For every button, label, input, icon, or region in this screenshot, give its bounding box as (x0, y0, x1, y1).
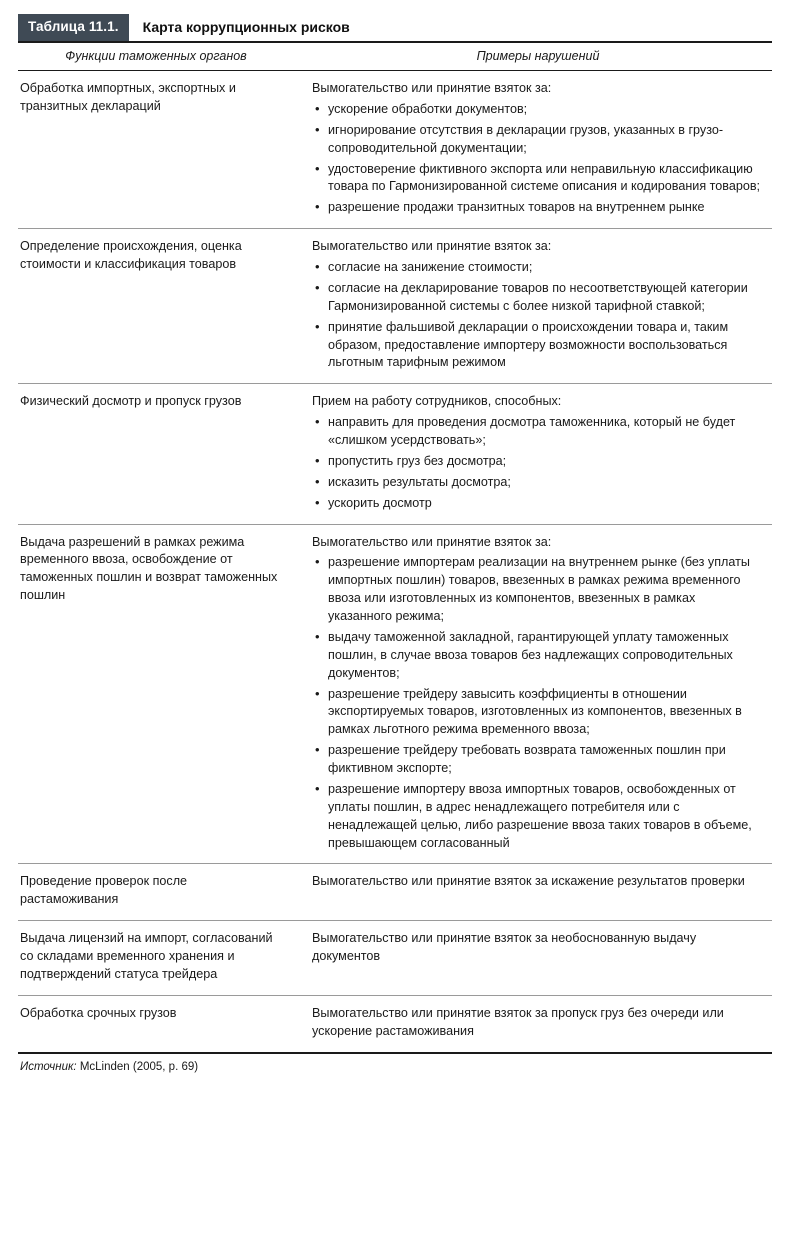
list-item: • разрешение трейдеру требовать возврата таможенных пошлин при фиктивном экспорте; (328, 742, 762, 778)
violations-list (312, 259, 762, 372)
table-row (18, 995, 772, 1052)
list-item: • ускорение обработки документов; (328, 101, 762, 119)
row-function-cell: Определение происхождения, оценка стоимости и классификация товаров (18, 229, 300, 384)
violations-lead: Прием на работу сотрудников, способных: (312, 394, 562, 409)
row-function-cell: Выдача разрешений в рамках режима временного ввоза, освобождение от таможенных пошлин и возврат таможенных пошлин (18, 524, 300, 864)
violations-list (312, 414, 762, 512)
violations-lead: Вымогательство или принятие взяток за: (312, 534, 552, 549)
source-note (18, 1054, 772, 1073)
source-text: McLinden (2005, p. 69) (79, 1060, 199, 1073)
row-function-cell: Проведение проверок после растаможивания (18, 864, 300, 921)
table-title: Карта коррупционных рисков (142, 19, 350, 35)
row-violations-cell (300, 921, 772, 996)
list-item: • выдачу таможенной закладной, гарантирующей уплату таможенных пошлин, в случае ввоза товаров без надлежащих сопроводительных документов; (328, 629, 762, 683)
table-body (18, 71, 772, 1053)
violations-list (312, 554, 762, 852)
table-number-badge: Таблица 11.1. (18, 14, 129, 41)
row-violations-cell (300, 864, 772, 921)
list-item: • направить для проведения досмотра таможенника, который не будет «слишком усердствовать»; (328, 414, 762, 450)
violations-lead: Вымогательство или принятие взяток за искажение результатов проверки (312, 874, 745, 889)
row-violations-cell (300, 229, 772, 384)
violations-lead: Вымогательство или принятие взяток за: (312, 81, 552, 95)
list-item: • удостоверение фиктивного экспорта или неправильную классификацию товара по Гармонизированной системе описания и кодирования товаров; (328, 161, 762, 197)
list-item: • ускорить досмотр (328, 495, 762, 513)
source-label: Источник: (20, 1060, 77, 1073)
table-header (18, 43, 772, 71)
list-item: • согласие на занижение стоимости; (328, 259, 762, 277)
corruption-risk-table (18, 43, 772, 1054)
row-function-cell: Физический досмотр и пропуск грузов (18, 384, 300, 524)
table-row (18, 864, 772, 921)
table-header-row (18, 43, 772, 71)
row-violations-cell (300, 71, 772, 229)
table-row (18, 229, 772, 384)
list-item: • разрешение импортерам реализации на внутреннем рынке (без уплаты импортных пошлин) товаров, ввезенных в рамках режима временного ввоза или изготовленных из компонентов, ввезенных в рамках указанного режима; (328, 554, 762, 626)
violations-list (312, 101, 762, 217)
table-row (18, 524, 772, 864)
column-header-violations: Примеры нарушений (300, 43, 772, 71)
list-item: • принятие фальшивой декларации о происхождении товара и, таким образом, предоставление импортеру возможности воспользоваться льготным тарифным режимом (328, 319, 762, 373)
list-item: • согласие на декларирование товаров по несоответствующей категории Гармонизированной системы с более низкой тарифной ставкой; (328, 280, 762, 316)
violations-lead: Вымогательство или принятие взяток за необоснованную выдачу документов (312, 931, 697, 963)
list-item: • разрешение импортеру ввоза импортных товаров, освобожденных от уплаты пошлин, в адрес ненадлежащего потребителя или с ненадлежащей целью, либо разрешение ввоза таких товаров в объеме, превышающем согласованный (328, 781, 762, 853)
column-header-functions: Функции таможенных органов (18, 43, 300, 71)
list-item: • разрешение трейдеру завысить коэффициенты в отношении экспортируемых товаров, изготовленных из компонентов, ввезенных в рамках льготного режима временного ввоза; (328, 686, 762, 740)
violations-lead: Вымогательство или принятие взяток за пропуск груз без очереди или ускорение растаможивания (312, 1005, 724, 1038)
row-violations-cell (300, 384, 772, 524)
list-item: • разрешение продажи транзитных товаров на внутреннем рынке (328, 199, 762, 217)
list-item: • пропустить груз без досмотра; (328, 453, 762, 471)
list-item: • игнорирование отсутствия в декларации грузов, указанных в грузо-сопроводительной документации; (328, 122, 762, 158)
row-violations-cell (300, 524, 772, 864)
row-function-cell: Обработка импортных, экспортных и транзитных деклараций (18, 71, 300, 229)
violations-lead: Вымогательство или принятие взяток за: (312, 239, 552, 254)
table-row (18, 921, 772, 996)
table-row (18, 71, 772, 229)
row-violations-cell (300, 995, 772, 1052)
table-title-bar (18, 14, 772, 43)
list-item: • исказить результаты досмотра; (328, 474, 762, 492)
row-function-cell: Выдача лицензий на импорт, согласований со складами временного хранения и подтверждений статуса трейдера (18, 921, 300, 996)
row-function-cell: Обработка срочных грузов (18, 995, 300, 1052)
table-row (18, 384, 772, 524)
